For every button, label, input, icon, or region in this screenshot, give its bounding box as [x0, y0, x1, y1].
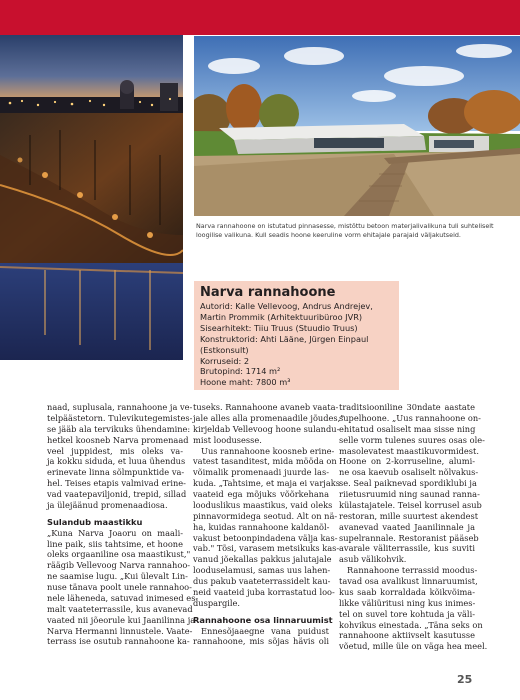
credit-line: Martin Prommik (Arhitektuuribüroo JVR): [200, 311, 363, 322]
text-line: võimalik promenaadi juurde las-: [193, 467, 329, 478]
text-line: oleks orgaaniline osa maastikust,": [47, 549, 191, 560]
text-line: supelrannale. Restoranist pääseb: [339, 532, 479, 543]
text-line: veel juppidest, mis oleks va-: [47, 445, 183, 456]
text-line: traditsiooniline 30ndate aastate: [339, 402, 475, 412]
text-line: räägib Vellevoog Narva rannahoo-: [47, 560, 191, 571]
text-line: duspargile.: [193, 597, 241, 608]
text-line: mist loodusesse.: [193, 434, 262, 445]
article-column-1: [47, 402, 199, 647]
credit-line: Korruseid: 2: [200, 355, 250, 366]
text-line: vatest tasanditest, mida mööda on: [193, 456, 337, 467]
text-line: kirjeldab Vellevoog hoone sulandu-: [193, 423, 340, 434]
text-line: erinevate linna sõlmpunktide va-: [47, 467, 185, 478]
text-line: hel. Teises etapis valmivad erine-: [47, 478, 186, 489]
caption-line: Narva rannahoone on istutatud pinnasesse, mistõttu betoon materjalivalikuna tuli suhteliselt: [196, 222, 494, 230]
text-line: ja ülejäänud promenaadiosa.: [47, 499, 168, 510]
credit-line: Brutopind: 1714 m²: [200, 366, 281, 377]
text-line: rannahoone aktiivselt kasutusse: [339, 630, 475, 641]
text-line: külastajatele. Teisel korrusel asub: [339, 499, 482, 510]
text-line: se. Seal paiknevad spordiklubi ja: [339, 478, 477, 489]
section-heading: Rannahoone osa linnaruumist: [193, 614, 333, 625]
text-line: se jääb ala tervikuks ühendamine:: [47, 423, 191, 434]
text-line: Rannahoone terrassid moodus-: [347, 565, 478, 576]
text-line: rannahoone, mis sõjas hävis oli: [193, 636, 329, 647]
text-line: kus saab korraldada kõikvõima-: [339, 586, 475, 597]
text-line: ehitatud osaliselt maa sisse ning: [339, 423, 476, 434]
text-line: vaated nii jõeorule kui Jaanilinna ja: [47, 614, 196, 625]
text-line: Uus rannahoone koosneb erine-: [201, 445, 335, 456]
text-line: malt vaateterrassile, kus avanevad: [47, 603, 193, 614]
text-line: line paik, siis tahtsime, et hoone: [47, 538, 183, 549]
text-line: asub välikohvik.: [339, 554, 407, 565]
text-line: tuseks. Rannahoone avaneb vaata-: [193, 402, 339, 412]
credit-line: Hoone maht: 7800 m³: [200, 377, 291, 388]
text-line: dus pakub vaateterrassidelt kau-: [193, 576, 331, 586]
text-line: masolevatest maastikuvormidest.: [339, 445, 479, 456]
text-line: ne osa kaevub osaliselt nõlvakus-: [339, 467, 479, 478]
text-line: hetkel koosneb Narva promenaad: [47, 434, 189, 445]
caption-line: loogilise valikuna. Kull seadis hoone keeruline vorm ehitajale parajaid väljakutseid.: [196, 231, 461, 239]
text-line: võetud, mille üle on väga hea meel.: [339, 641, 488, 652]
credit-line: Autorid: Kalle Vellevoog, Andrus Andrejev,: [200, 301, 373, 311]
night-river-photo: [0, 35, 183, 360]
text-line: vakust betoonpindadena välja kas-: [193, 532, 338, 543]
text-line: Hoone on 2-korruseline, alumi-: [339, 456, 475, 467]
section-heading: Sulandub maastikku: [47, 516, 143, 527]
text-line: tavad osa avalikust linnaruumist,: [339, 576, 478, 586]
text-line: likke väliüritusi ning kus inimes-: [339, 597, 476, 608]
info-box-title: Narva rannahoone: [200, 285, 336, 300]
text-line: Narva Hermanni linnustele. Vaate-: [47, 625, 193, 636]
text-line: restoran, mille suurtest akendest: [339, 510, 479, 521]
text-line: tel on suvel tore kohtuda ja väli-: [339, 608, 475, 619]
text-line: vad vaatepaviljonid, trepid, sillad: [47, 489, 187, 499]
text-line: selle vorm tulenes suures osas ole-: [339, 434, 485, 445]
text-line: ne saamise lugu. „Kui ülevalt Lin-: [47, 571, 188, 582]
text-line: avarale väliterrassile, kus suviti: [339, 543, 475, 554]
text-line: ha, kuidas rannahoone kaldanõl-: [193, 521, 330, 532]
text-line: vab." Tõsi, varasem metsikuks kas-: [193, 543, 340, 554]
text-line: supelhoone. „Uus rannahoone on-: [339, 412, 481, 423]
text-line: pinnavormidega seotud. Alt on nä-: [193, 510, 338, 521]
text-line: terrass ise osutub rannahoone ka-: [47, 636, 190, 647]
photo-caption: [196, 222, 508, 240]
text-line: ja kokku siduda, et luua ühendus: [47, 456, 186, 467]
article-column-3: [339, 402, 488, 652]
text-line: kohvikus einestada. „Täna seks on: [339, 619, 483, 630]
text-line: kuda. „Tahtsime, et maja ei varjaks: [193, 478, 341, 489]
text-line: looduselamusi, samas uus lahen-: [193, 565, 331, 576]
text-line: vanud jõekallas pakkus jalutajale: [193, 554, 332, 565]
credit-line: Konstruktorid: Ahti Lääne, Jürgen Einpaul: [200, 333, 369, 344]
credit-line: (Estkonsult): [200, 344, 249, 355]
project-credits: [200, 301, 397, 388]
article-column-2: [193, 402, 345, 647]
text-line: naad, suplusala, rannahoone ja ve-: [47, 402, 193, 412]
text-line: avanevad vaated Jaanilinnale ja: [339, 521, 475, 532]
header-color-band: [0, 0, 520, 35]
text-line: nele läheneda, satuvad inimesed es-: [47, 592, 199, 603]
text-line: looduslikus maastikus, vaid oleks: [193, 499, 333, 510]
page-number: 25: [457, 673, 473, 686]
text-line: telpäästetorn. Tulevikutegemistes-: [47, 412, 193, 423]
text-line: vaateid ega mõjuks võõrkehana: [193, 489, 329, 499]
beach-house-photo: [194, 36, 520, 216]
text-line: riietusruumid ning saunad ranna-: [339, 489, 480, 499]
text-line: nuse tänava poolt unele rannahoo-: [47, 582, 192, 592]
credit-line: Sisearhitekt: Tiiu Truus (Stuudio Truus): [200, 322, 358, 333]
text-line: jale alles alla promenaadile jõudes,": [193, 412, 345, 423]
text-line: neid vaateid juba korrastatud loo-: [193, 586, 335, 597]
text-line: „Kuna Narva Joaoru on maali-: [47, 527, 183, 538]
text-line: Ennesõjaaegne vana puidust: [201, 625, 329, 636]
